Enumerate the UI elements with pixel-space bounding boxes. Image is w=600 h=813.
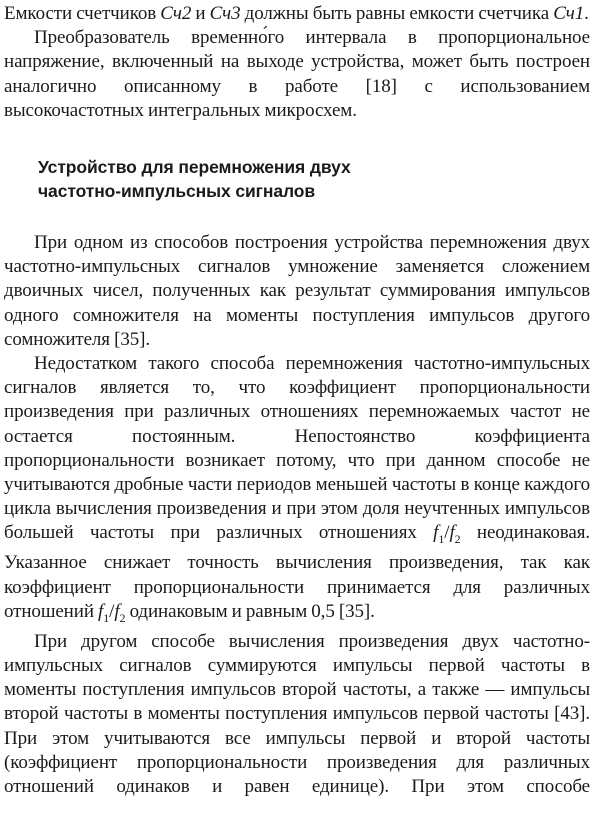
section-heading-line-1: Устройство для перемножения двух — [38, 157, 351, 178]
document-page — [4, 0, 590, 799]
paragraph-second-method: При другом способе вычисления произведения двух частотно-импульсных сигналов суммируются импульсы первой частоты в моменты поступления импульсов второй частоты, а также — импульсы второй частоты в моменты поступления импульсов первой частоты [43]. При этом учитываются все импульсы первой и второй частоты (коэффициент пропорциональности произведения для различных отношений одинаков и равен единице). При этом способе — [4, 630, 590, 798]
paragraph-converter: Преобразователь временно́го интервала в пропорциональное напряжение, включенный на выходе устройства, может быть построен аналогично описанному в работе [18] с использованием высокочастотных интегральных микросхем. — [4, 27, 590, 121]
paragraph-first-method: При одном из способов построения устройства перемножения двух частотно-импульсных сигналов умножение заменяется сложением двоичных чисел, полученных как результат суммирования импульсов одного сомножителя на моменты поступления импульсов другого сомножителя [35]. — [4, 232, 590, 350]
section-heading — [4, 155, 590, 203]
section-heading-line-2: частотно-импульсных сигналов — [38, 181, 315, 202]
paragraph-drawback: Недостатком такого способа перемножения частотно-импульсных сигналов является то, что коэффициент пропорциональности произведения при различных отношениях перемножаемых частот не остается постоянным. Непостоянство коэффициента пропорциональности возникает потому, что при данном способе не учитываются дробные части периодов меньшей частоты в конце каждого цикла вычисления произведения и при этом доля неучтенных импульсов большей частоты при различных отношениях $f_1/f_2$ неодинаковая. Указанное снижает точность вычисления произведения, так как коэффициент пропорциональности принимается для различных отношений $f_1/f_2$ одинаковым и равным 0,5 [35]. — [4, 353, 591, 625]
paragraph-counter-capacity: Емкости счетчиков Сч2 и Сч3 должны быть равны емкости счетчика Сч1. — [4, 3, 589, 24]
